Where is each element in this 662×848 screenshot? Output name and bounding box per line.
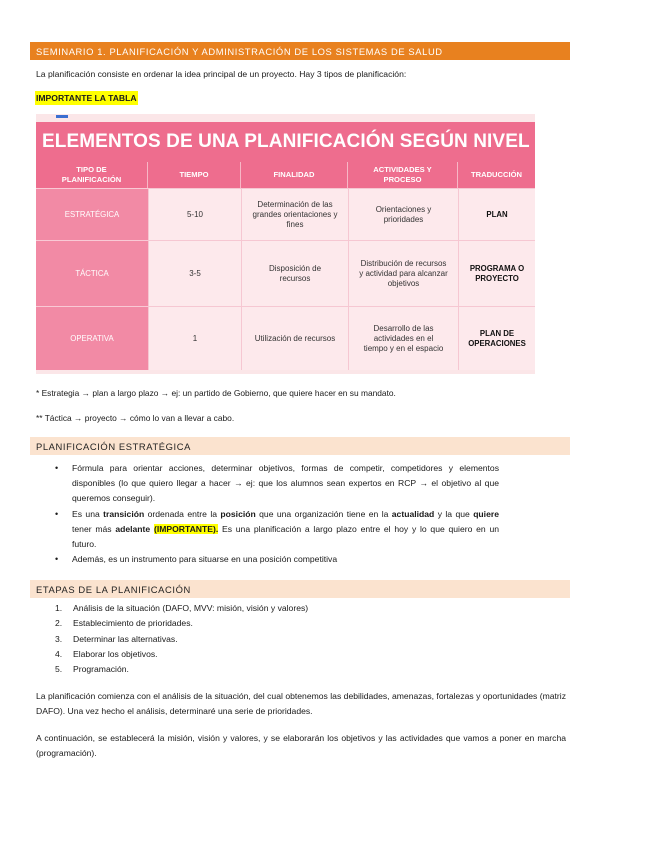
etapas-numbered-list: [55, 601, 308, 677]
cell-actividades: Distribución de recursos y actividad para alcanzar objetivos: [348, 240, 458, 306]
list-text: Elaborar los objetivos.: [73, 648, 158, 659]
table-header-tipo: TIPO DE PLANIFICACIÓN: [36, 162, 148, 188]
list-number: 3.: [55, 633, 63, 644]
cell-finalidad: Utilización de recursos: [241, 306, 348, 370]
section-heading-estrategica: PLANIFICACIÓN ESTRATÉGICA: [30, 437, 570, 455]
list-item: [54, 507, 499, 553]
planning-table-image: [36, 114, 662, 374]
note-tactica: ** Táctica → proyecto → cómo lo van a llevar a cabo.: [36, 413, 235, 423]
list-text: Establecimiento de prioridades.: [73, 618, 193, 629]
list-item: [55, 662, 308, 677]
section-heading-etapas: ETAPAS DE LA PLANIFICACIÓN: [30, 580, 570, 598]
text-run: Es una: [72, 508, 104, 519]
estrategica-bullet-list: [54, 461, 499, 567]
text-bold: transición: [103, 508, 145, 519]
cell-finalidad: Disposición de recursos: [241, 240, 348, 306]
row-label-operativa: OPERATIVA: [36, 306, 148, 370]
table-header-traduccion: TRADUCCIÓN: [458, 162, 535, 188]
note-estrategia: * Estrategia → plan a largo plazo → ej: un partido de Gobierno, que quiere hacer en su mandato.: [36, 388, 396, 398]
cell-traduccion: PROGRAMA O PROYECTO: [458, 240, 535, 306]
text-run: ordenada entre la: [144, 508, 221, 519]
list-number: 2.: [55, 618, 63, 629]
cell-traduccion: PLAN: [458, 188, 535, 240]
text-bold: actualidad: [391, 508, 435, 519]
cell-tiempo: 3-5: [148, 240, 241, 306]
list-number: 5.: [55, 664, 63, 675]
image-corner-mark: [56, 115, 68, 118]
text-run: que una organización tiene en la: [255, 508, 392, 519]
list-number: 4.: [55, 648, 63, 659]
cell-tiempo: 1: [148, 306, 241, 370]
cell-actividades: Orientaciones y prioridades: [348, 188, 458, 240]
list-text: Análisis de la situación (DAFO, MVV: misión, visión y valores): [73, 603, 309, 613]
table-title: ELEMENTOS DE UNA PLANIFICACIÓN SEGÚN NIVEL DE PROCESO: [36, 122, 535, 162]
list-item: [55, 601, 308, 616]
list-item: [55, 647, 308, 662]
list-item: • Fórmula para orientar acciones, determinar objetivos, formas de competir, competidores y elementos disponibles (lo que quiero llegar a hacer → ej: que los alumnos sean expertos en RCP → el objetivo al que queremos conseguir).: [54, 461, 499, 507]
cell-tiempo: 5-10: [148, 188, 241, 240]
table-header-actividades: ACTIVIDADES Y PROCESO: [348, 162, 458, 188]
cell-actividades: Desarrollo de las actividades en el tiempo y en el espacio: [348, 306, 458, 370]
paragraph-continuation: A continuación, se establecerá la misión, visión y valores, y se elaborarán los objetivos y las actividades que vamos a poner en marcha (programación).: [36, 733, 566, 758]
text-bold: posición: [220, 508, 256, 519]
table-header-tiempo: TIEMPO: [148, 162, 241, 188]
highlight-important: (IMPORTANTE).: [153, 523, 219, 534]
table-header-finalidad: FINALIDAD: [241, 162, 348, 188]
row-label-tactica: TÁCTICA: [36, 240, 148, 306]
text-bold: quiere: [473, 508, 499, 519]
text-run: y la que: [434, 508, 474, 519]
text-run: Es una planificación a largo plazo entre el hoy y lo que quiero en un futuro.: [72, 523, 499, 550]
list-number: 1.: [55, 603, 63, 613]
cell-finalidad: Determinación de las grandes orientaciones y fines: [241, 188, 348, 240]
row-label-estrategica: ESTRATÉGICA: [36, 188, 148, 240]
cell-traduccion: PLAN DE OPERACIONES: [458, 306, 535, 370]
list-text: Determinar las alternativas.: [73, 633, 178, 644]
list-item: [55, 632, 308, 647]
paragraph-analysis: La planificación comienza con el análisis de la situación, del cual obtenemos las debilidades, amenazas, fortalezas y oportunidades (matriz DAFO). Una vez hecho el análisis, determinaré una serie de prioridades.: [36, 691, 566, 716]
text-bold: adelante: [115, 523, 151, 534]
list-text: Programación.: [73, 664, 129, 675]
intro-paragraph: La planificación consiste en ordenar la idea principal de un proyecto. Hay 3 tipos de planificación:: [36, 69, 407, 79]
section-heading-seminar: SEMINARIO 1. PLANIFICACIÓN Y ADMINISTRACIÓN DE LOS SISTEMAS DE SALUD: [30, 42, 570, 60]
important-table-note: IMPORTANTE LA TABLA: [36, 93, 137, 103]
list-item: • Además, es un instrumento para situarse en una posición competitiva: [54, 552, 499, 567]
text-run: tener más: [72, 523, 116, 534]
list-item: [55, 616, 308, 631]
